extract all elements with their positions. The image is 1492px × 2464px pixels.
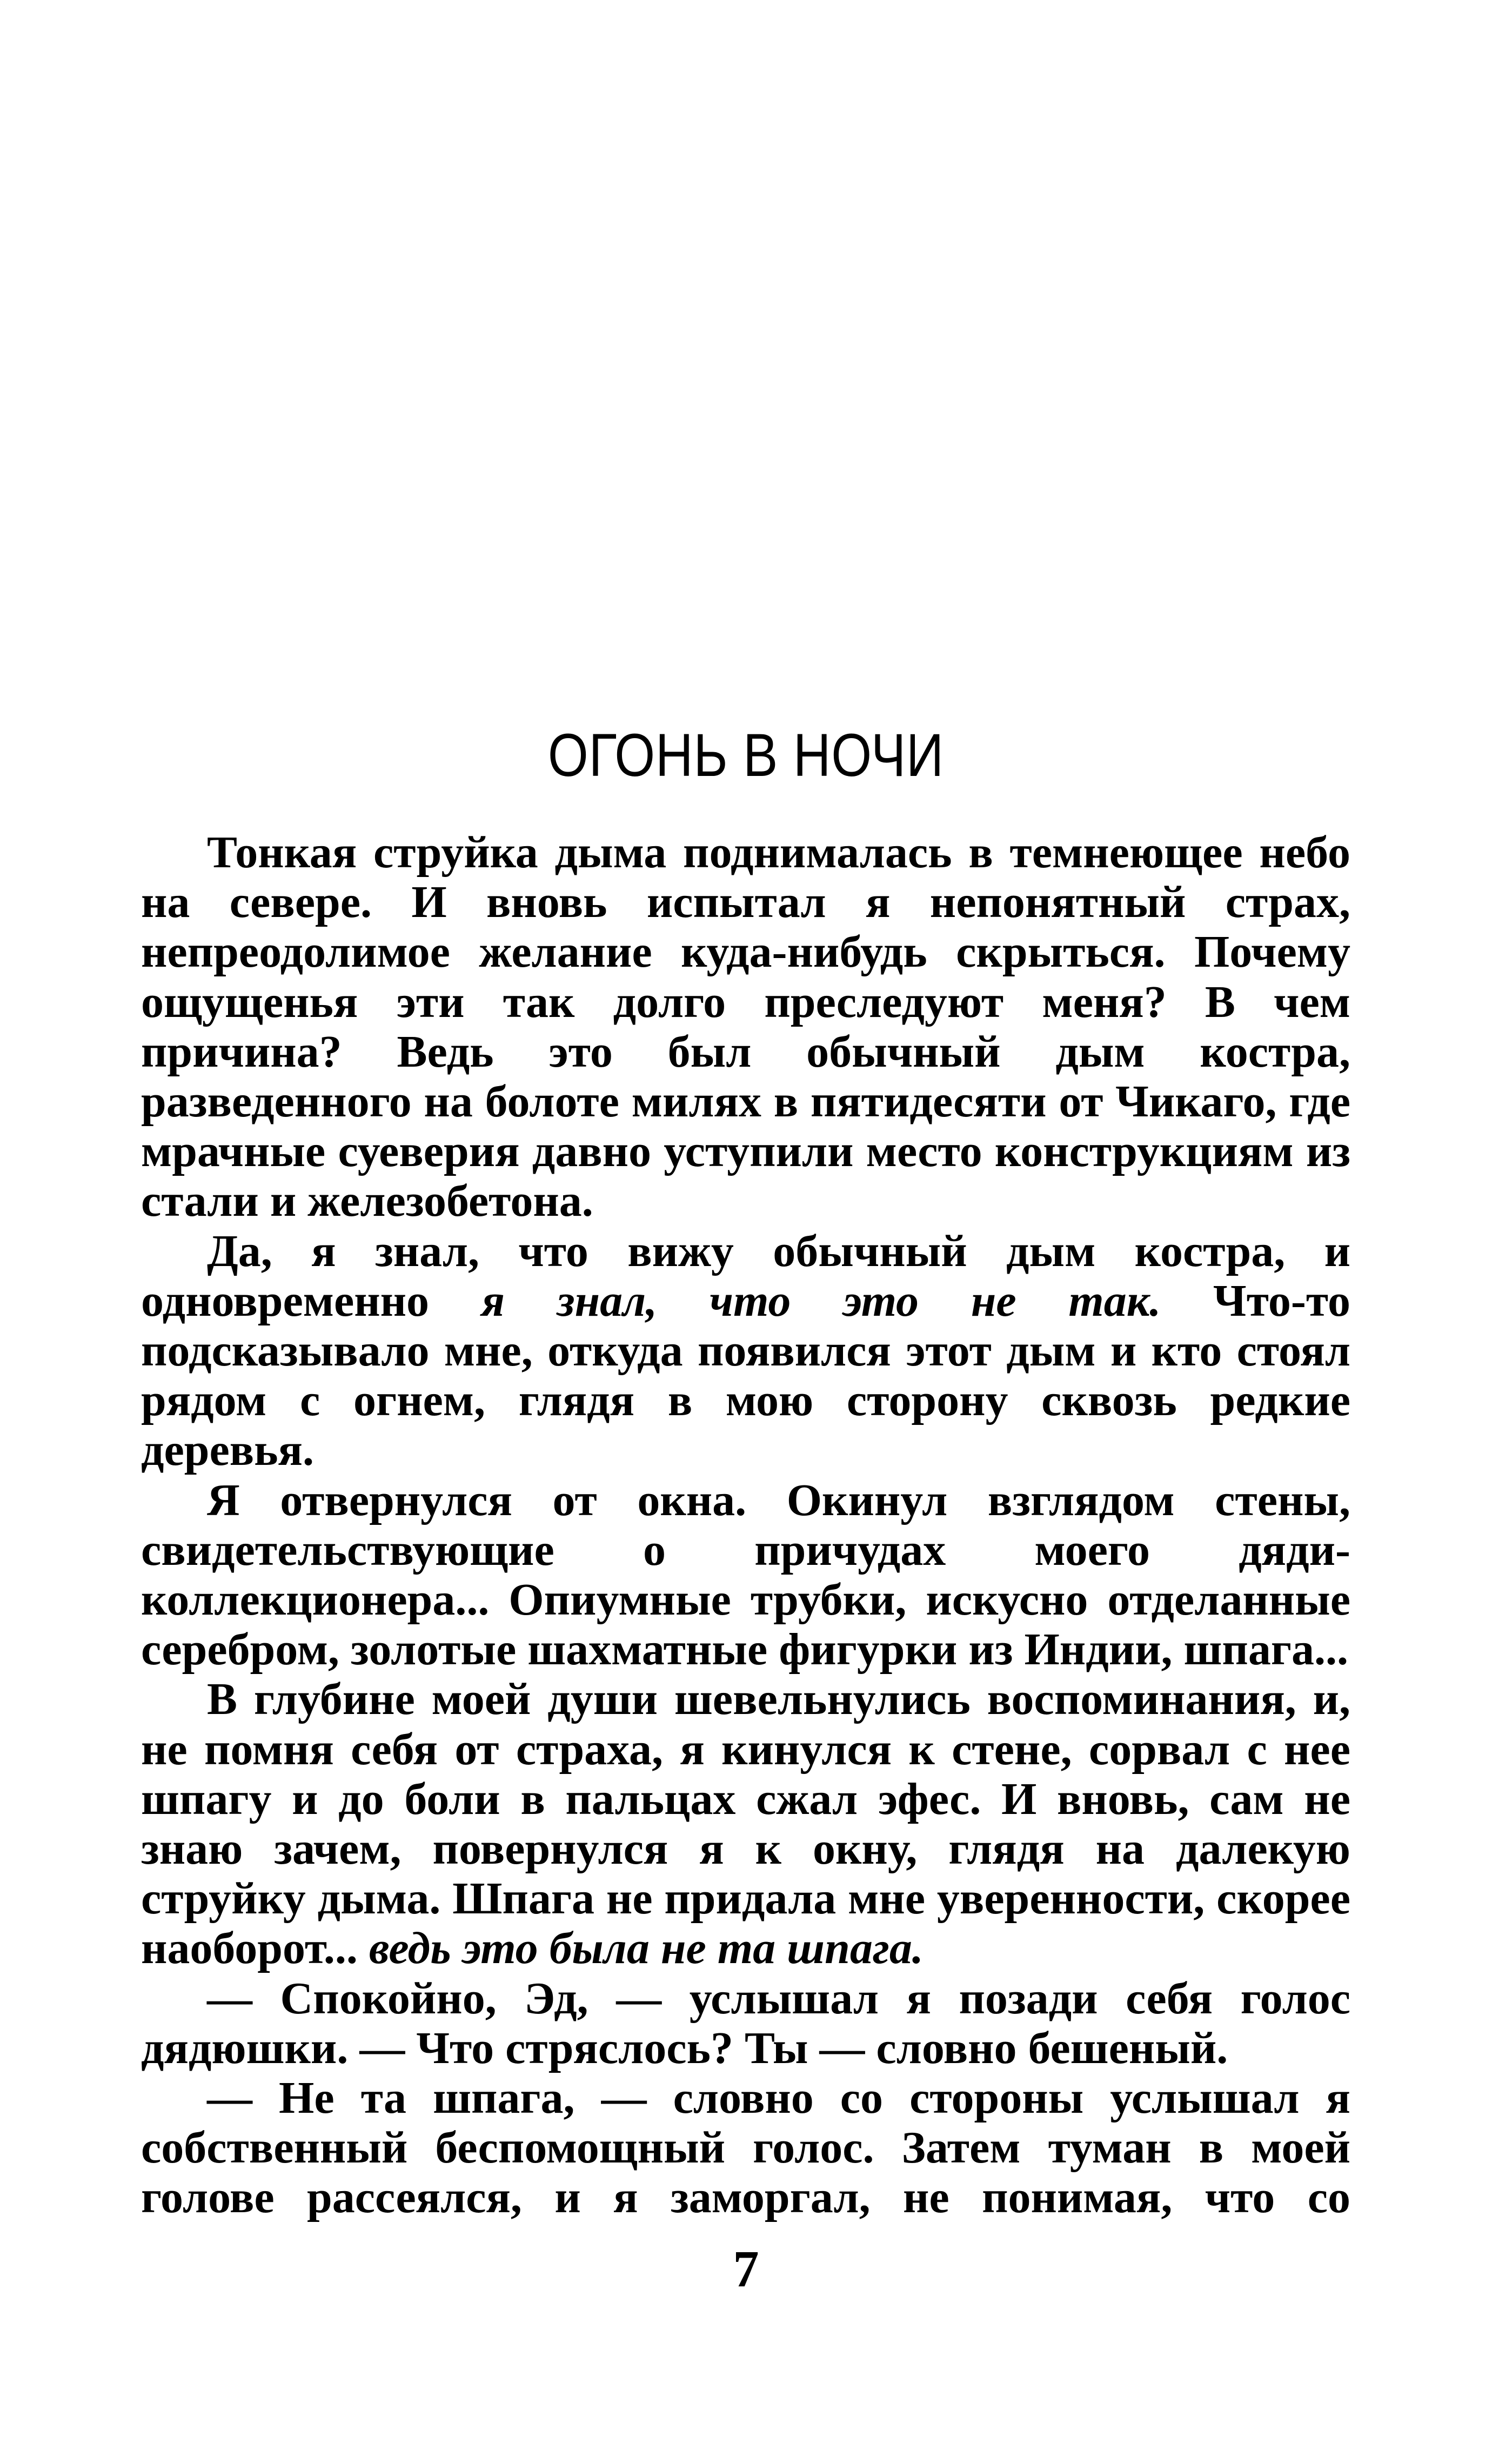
paragraph: [141, 828, 1350, 1227]
text-run: — Не та шпага, — словно со стороны услышал я собственный беспомощный голос. Затем туман в моей голове рассеялся, и я заморгал, не понимая, что со: [141, 2073, 1350, 2223]
chapter-title: ОГОНЬ В НОЧИ: [547, 721, 945, 789]
paragraph: [141, 1974, 1350, 2073]
paragraph: [141, 2073, 1350, 2223]
paragraph: [141, 1227, 1350, 1476]
text-run: Что-то подсказывало мне, откуда появился этот дым и кто стоял рядом с огнем, глядя в мою сторону сквозь редкие деревья.: [141, 1275, 1350, 1476]
paragraph: [141, 1675, 1350, 1973]
italic-text: я знал, что это не так.: [481, 1275, 1161, 1326]
paragraph: [141, 1476, 1350, 1675]
text-run: Тонкая струйка дыма поднималась в темнеющее небо на севере. И вновь испытал я непонятный страх, непреодолимое желание куда-нибудь скрыться. Почему ощущенья эти так долго преследуют меня? В чем причина? Ведь это был обычный дым костра, разведенного на болоте милях в пятидесяти от Чикаго, где мрачные суеверия давно уступили место конструкциям из стали и железобетона.: [141, 827, 1350, 1227]
page-number: 7: [733, 2240, 759, 2298]
text-run: В глубине моей души шевельнулись воспоминания, и, не помня себя от страха, я кинулся к стене, сорвал с нее шпагу и до боли в пальцах сжал эфес. И вновь, сам не знаю зачем, повернулся я к окну, глядя на далекую струйку дыма. Шпага не придала мне уверенности, скорее наоборот...: [141, 1674, 1350, 1974]
text-run: Я отвернулся от окна. Окинул взглядом стены, свидетельствующие о причудах моего дяди-коллекционера... Опиумные трубки, искусно отделанные серебром, золотые шахматные фигурки из Индии, шпага...: [141, 1475, 1350, 1675]
text-run: — Спокойно, Эд, — услышал я позади себя голос дядюшки. — Что стряслось? Ты — словно бешеный.: [141, 1973, 1350, 2073]
italic-text: ведь это была не та шпага.: [369, 1923, 924, 1974]
body-text: [141, 828, 1350, 2223]
text-run: Да, я знал, что вижу обычный дым костра, и одновременно: [141, 1226, 1350, 1326]
